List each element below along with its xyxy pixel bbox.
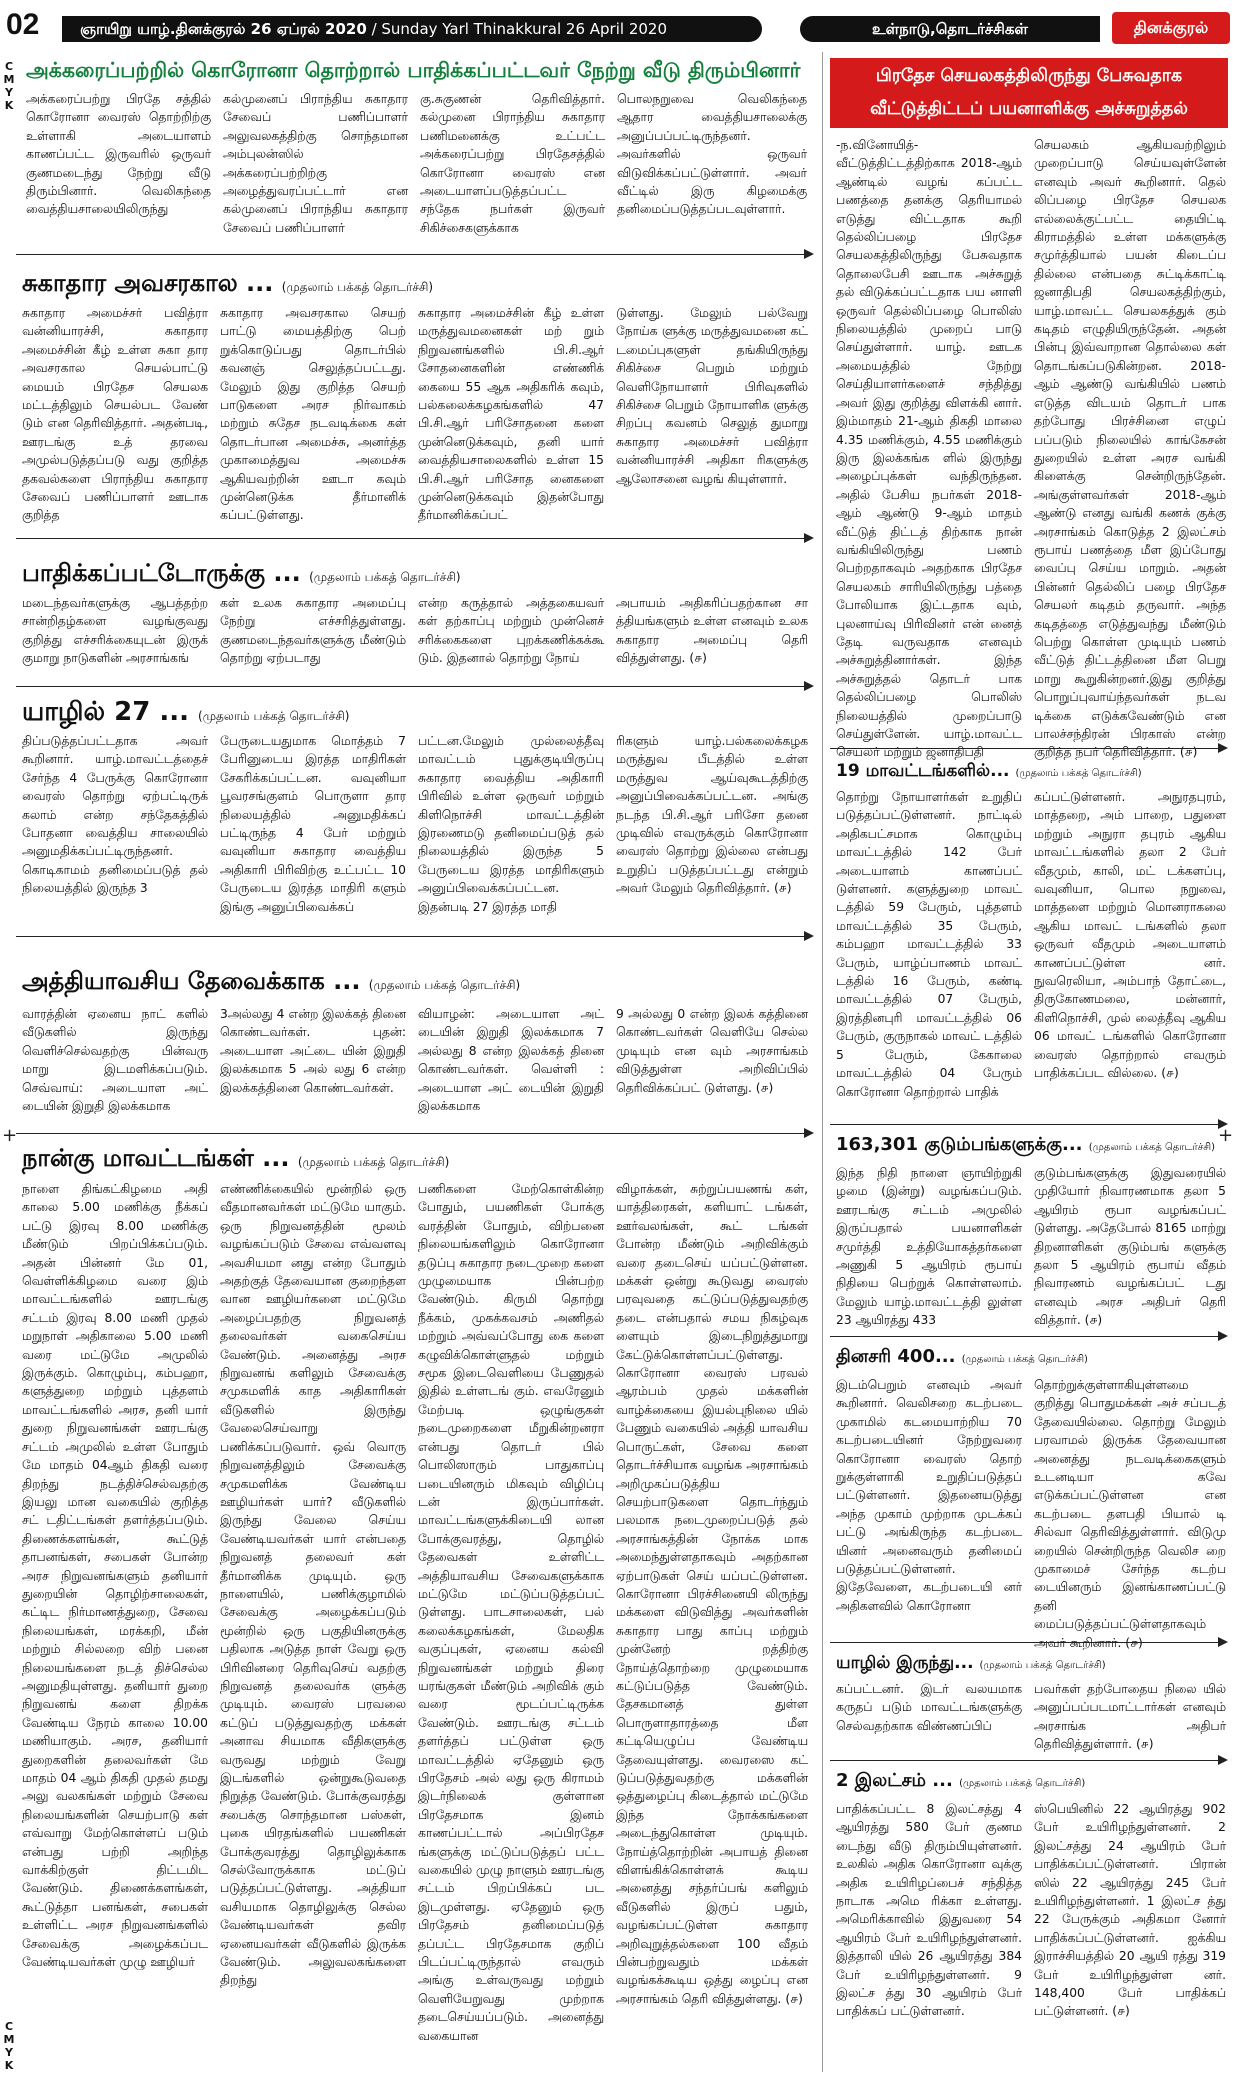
article-a6-col4: விழாக்கள், சுற்றுப்பயணங் கள், யாத்திரைகள், களியாட் டங்கள், ஊர்வலங்கள், கூட் டங்கள் போன்ற மீண்டும் அறிவிக்கும் வரை தடைசெய் யப்பட்டுள்ளன. மக்கள் ஒன்று கூடுவது வைரஸ் பரவுவதை கட்டுப்படுத்துவதற்கு தடை என்பதால் சமய நிகழ்வுக ளையும் இடைநிறுத்துமாறு கேட்டுக்கொள்ளப்பட்டுள்ளது. கொரோனா வைரஸ் பரவல் ஆரம்பம் முதல் மக்களின் வாழ்க்கையை இயல்புநிலை யில் பேணும் வகையில் அத்தி யாவசிய பொருட்கள், சேவை களை தொடர்ச்சியாக வழங்க அரசாங்கம் அறிமுகப்படுத்திய செயற்பாடுகளை தொடர்ந்தும் பலமாக நடைமுறைப்படுத் தல் அரசாங்கத்தின் நோக்க மாக அமைந்துள்ளதாகவும் அதற்கான ஏற்பாடுகள் செய் யப்பட்டுள்ளன. கொரோனா பிரச்சினையி லிருந்து மக்களை விடுவித்து அவர்களின் சுகாதார பாது காப்பு மற்றும் முன்னேற் றத்திற்கு நோய்த்தொற்றை முழுமையாக கட்டுப்படுத்த வேண்டும். தேசகமானத் துள்ள பொருளாதாரத்தை மீள கட்டியெழுப்ப வேண்டிய தேவையுள்ளது. வைரஸை கட் டுப்படுத்துவதற்கு மக்களின் ஒத்துழைப்பு கிடைத்தால் மட்டுமே இந்த நோக்கங்களை அடைந்துகொள்ள முடியும். நோய்த்தொற்றின் அபாயத் தினை விளங்கிக்கொள்ளக் கூடிய அனைத்து சந்தர்ப்பங் களிலும் வீடுகளில் இருப் பதும், வழங்கப்பட்டுள்ள சுகாதார அறிவுறுத்தல்களை 100 வீதம் பின்பற்றுவதும் மக்கள் வழங்கக்கூடிய ஒத்து ழைப்பு என அரசாங்கம் தெரி வித்துள்ளது. (௪)	[616, 1182, 808, 2006]
headline-a2-title: சுகாதார அவசரகால ...	[22, 269, 274, 297]
divider-arrow	[830, 1124, 1226, 1125]
article-a1-col1: அக்கரைப்பற்று பிரதே சத்தில் கொரோனா வைரஸ் தொற்றிற்கு உள்ளாகி அடையாளம் காணப்பட்ட இருவரில் ஒருவர் குணமடைந்து நேற்று வீடு திரும்பினார். வெலிகந்தை வைத்தியசாலையிலிருந்து	[26, 92, 211, 217]
article-a3-col2: கள் உலக சுகாதார அமைப்பு நேற்று எச்சரித்துள்ளது. குணமடைந்தவர்களுக்கு மீண்டும் தொற்று ஏற்படாது	[220, 596, 406, 666]
date-english: / Sunday Yarl Thinakkural 26 April 2020	[371, 20, 667, 38]
date-tamil: ஞாயிறு யாழ்.தினக்குரல் 26 ஏப்ரல் 2020	[80, 20, 367, 38]
headline-a4-title: யாழில் 27 ...	[22, 697, 189, 727]
divider-arrow	[830, 1642, 1226, 1643]
continuation-note: (முதலாம் பக்கத் தொடர்ச்சி)	[979, 1660, 1106, 1671]
date-bar	[62, 16, 762, 42]
newspaper-logo: தினக்குரல்	[1112, 12, 1230, 44]
continuation-note: (முதலாம் பக்கத் தொடர்ச்சி)	[281, 280, 434, 294]
headline-a2	[22, 268, 812, 302]
article-r6-col1: பாதிக்கப்பட்ட 8 இலட்சத்து 4 ஆயிரத்து 580 பேர் குணம டைந்து வீடு திரும்பியுள்ளனர். உலகில் அதிக கொரோனா வுக்கு அதிக உயிரிழப்பைச் சந்தித்த நாடாக அமெ ரிக்கா உள்ளது. அமெரிக்காவில் இதுவரை 54 ஆயிரம் பேர் உயிரிழந்துள்ளனர். இத்தாலி யில் 26 ஆயிரத்து 384 பேர் உயிரிழந்துள்ளனர். 9 இலட்ச த்து 30 ஆயிரம் பேர் பாதிக்கப் பட்டுள்ளனர்.	[836, 1802, 1022, 2019]
headline-a3-title: பாதிக்கப்பட்டோருக்கு ...	[22, 559, 301, 587]
article-a1-col4: பொலநறுவை வெலிகந்தை ஆதார வைத்தியசாலைக்கு அனுப்பப்பட்டிருந்தனர். அவர்களில் ஒருவர் விடுவிக்கப்பட்டுள்ளார். அவர் வீட்டில் இரு கிழமைக்கு தனிமைப்படுத்தப்படவுள்ளார்.	[617, 92, 807, 217]
article-a5-col1: வாரத்தின் ஏனைய நாட் களில் வீடுகளில் இருந்து வெளிச்செல்வதற்கு பின்வரு மாறு இடமளிக்கப்படும். செவ்வாய்: அடையாள அட் டையின் இறுதி இலக்கமாக	[22, 1007, 208, 1114]
headline-r6	[836, 1768, 1226, 1797]
divider-arrow	[830, 748, 1226, 749]
headline-r5	[836, 1650, 1226, 1679]
headline-r5-title: யாழில் இருந்து...	[836, 1653, 974, 1673]
continuation-note: (முதலாம் பக்கத் தொடர்ச்சி)	[1015, 768, 1142, 779]
article-a1-col3: கு.சுகுணன் தெரிவித்தார். கல்முனை பிராந்திய சுகாதார பணிமனைக்கு உட்பட்ட அக்கரைப்பற்று பிரதேசத்தில் கொரோனா வைரஸ் என அடையாளப்படுத்தப்பட்ட சந்தேக நபர்கள் இருவர் சிகிச்சைகளுக்காக	[420, 92, 605, 235]
continuation-note: (முதலாம் பக்கத் தொடர்ச்சி)	[368, 978, 521, 992]
article-a3-col4: அபாயம் அதிகரிப்பதற்கான சா த்தியங்களும் உள்ள எனவும் உலக சுகாதார அமைப்பு தெரி வித்துள்ளது. (௪)	[616, 596, 808, 666]
article-a2-col2: சுகாதார அவசரகால செயற் பாட்டு மையத்திற்கு பெற் றுக்கொடுப்பது தொடர்பில் கவனஞ் செலுத்தப்பட்டது. மேலும் இது குறித்த செயற் பாடுகளை அரச நிர்வாகம் மற்றும் சுதேச நடவடிக்கை கள் தொடர்பான அமைச்சு, அனர்த்த முகாமைத்துவ அமைச்சு ஆகியவற்றின் ஊடா கவும் முன்னெடுக்க தீர்மானிக் கப்பட்டுள்ளது.	[220, 306, 406, 523]
registration-cross-icon: +	[2, 1125, 18, 1146]
column-divider	[822, 52, 823, 2072]
article-r1-col2: செயலகம் ஆகியவற்றிலும் முறைப்பாடு செய்யவுள்ளேன் எனவும் அவர் கூறினார். தெல் லிப்பழை பிரதேச செயலக எல்லைக்குட்பட்ட தையிட்டி கிராமத்தில் உள்ள மக்களுக்கு சமுர்த்தியால் பயன் கிடைப்ப தில்லை என்பதை சுட்டிக்காட்டி ஜனாதிபதி செயலகத்திற்கும், யாழ்.மாவட்ட செயலகத்துக் கும் கடிதம் எழுதியிருந்தேன். அதன் பின்பு இவ்வாறான தொல்லை கள் தொடங்கப்படுகின்றன. 2018-ஆம் ஆண்டு வங்கியில் பணம் எடுத்த விடயம் தொடர் பாக தற்போது பிரச்சினை எழுப் பப்படும் நிலையில் காங்கேசன் துறையில் உள்ள அரச வங்கி கிளைக்கு சென்றிருந்தேன். அங்குள்ளவர்கள் 2018-ஆம் ஆண்டு எனது வங்கி கணக் குக்கு அரசாங்கம் கொடுத்த 2 இலட்சம் ரூபாய் பணத்தை மீள இப்போது வைப்பு செய்ய மாறும். அதன் பின்னர் தெல்லிப் பழை பிரதேச செயலர் கடிதம் தருவார். அந்த கடிதத்தை எடுத்துவந்து மீண்டும் பெற்று கொள்ள முடியும் பணம் வீட்டுத் திட்டத்தினை மீள பெறு மாறு கூறுகின்றனர்.இது குறித்து பொறுப்புவாய்ந்தவர்கள் நடவ டிக்கை எடுக்கவேண்டும் என பாலச்சந்திரன் பிரகாஸ் என்ற குறித்த நபர் தெரிவித்தார். (௪)	[1034, 138, 1226, 760]
article-a2-col3: சுகாதார அமைச்சின் கீழ் உள்ள மருத்துவமனைகள் மற் றும் நிறுவனங்களில் பி.சி.ஆர் சோதனைகளின் எண்ணிக் கையை 55 ஆக அதிகரிக் கவும், பல்கலைக்கழகங்களில் 47 பி.சி.ஆர் பரிசோதனை களை முன்னெடுக்கவும், தனி யார் வைத்தியசாலைகளில் உள்ள 15 பி.சி.ஆர் பரிசோத னைகளை முன்னெடுக்கவும் இதன்போது தீர்மானிக்கப்பட்	[418, 306, 604, 523]
headline-a1: அக்கரைப்பற்றில் கொரோனா தொற்றால் பாதிக்கப்பட்டவர் நேற்று வீடு திரும்பினார்	[26, 58, 801, 82]
article-a4-col4: ரிகளும் யாழ்.பல்கலைக்கழக மருத்துவ பீடத்தில் உள்ள மருத்துவ ஆய்வுகூடத்திற்கு அனுப்பிவைக்கப்பட்டன. அங்கு நடந்த பி.சி.ஆர் பரிசோ தனை முடிவில் எவருக்கும் கொரோனா வைரஸ் தொற்று இல்லை என்பது உறுதிப் படுத்தப்பட்டது என்றும் அவர் மேலும் தெரிவித்தார். (௪)	[616, 734, 808, 896]
article-a5-col2: 3அல்லது 4 என்ற இலக்கத் தினை கொண்டவர்கள். புதன்: அடையாள அட்டை யின் இறுதி இலக்கமாக 5 அல் லது 6 என்ற இலக்கத்தினை கொண்டவர்கள்.	[220, 1007, 406, 1095]
article-a4-col2: பேருடையதுமாக மொத்தம் 7 பேரினுடைய இரத்த மாதிரிகள் சேகரிக்கப்பட்டன. வவுனியா பூவரசங்குளம் பொருளா தார நிலையத்தில் அனுமதிக்கப் பட்டிருந்த 4 பேர் மற்றும் வவுனியா சுகாதார வைத்திய அதிகாரி பிரிவிற்கு உட்பட்ட 10 பேருடைய இரத்த மாதிரி களும் இங்கு அனுப்பிவைக்கப்	[220, 734, 406, 914]
article-a4-col1: திப்படுத்தப்பட்டதாக அவர் கூறினார். யாழ்.மாவட்டத்தைச் சேர்ந்த 4 பேருக்கு கொரோனா வைரஸ் தொற்று ஏற்பட்டிருக் கலாம் என்ற சந்தேகத்தில் போதனா வைத்திய சாலையில் அனுமதிக்கப்பட்டிருந்தனர். கொடிகாமம் தனிமைப்படுத் தல் நிலையத்தில் இருந்த 3	[22, 734, 208, 896]
headline-r6-title: 2 இலட்சம் ...	[836, 1770, 953, 1791]
article-r4-col2: தொற்றுக்குள்ளாகியுள்ளமை குறித்து பொதுமக்கள் அச் சப்படத் தேவையில்லை. தொற்று மேலும் பரவாமல் இருக்க தேவையான அனைத்து நடவடிக்கைகளும் உடனடியா கவே எடுக்கப்பட்டுள்ளன என கடற்படை தளபதி பியால் டி சில்வா தெரிவித்துள்ளார். விடுமு றையில் சென்றிருந்த வெலிச றை முகாமைச் சேர்ந்த கடற்ப டையினரும் இனங்காணப்பட்டு தனி மைப்படுத்தப்பட்டுள்ளதாகவும் அவர் கூறினார். (௪)	[1034, 1378, 1226, 1650]
headline-r4	[836, 1344, 1226, 1373]
article-r5-col2: பவர்கள் தற்போதைய நிலை யில் அனுப்பப்படமாட்டார்கள் எனவும் அரசாங்க அதிபர் தெரிவித்துள்ளார். (௪)	[1034, 1682, 1226, 1752]
article-a2-col4: டுள்ளது. மேலும் பல்வேறு நோய்க ளுக்கு மருத்துவமனை கட் டமைப்புகளுள் தங்கியிருந்து சிகிச்சை பெறும் மற்றும் வெளிநோயாளர் பிரிவுகளில் சிகிச்சை பெறும் நோயாளிக ளுக்கு சிறப்பு கவனம் செலுத் துமாறு சுகாதார அமைச்சர் பவித்ரா வன்னியாரச்சி அதிகா ரிகளுக்கு ஆலோசனை வழங் கியுள்ளார்.	[616, 306, 808, 486]
headline-a5-title: அத்தியாவசிய தேவைக்காக ...	[22, 967, 361, 995]
article-r2-col1: தொற்று நோயாளர்கள் உறுதிப் படுத்தப்பட்டுள்ளனர். நாட்டில் அதிகபட்சமாக கொழும்பு மாவட்டத்தில் 142 பேர் அடையாளம் காணப்பட் டுள்ளனர். களுத்துறை மாவட் டத்தில் 59 பேரும், புத்தளம் மாவட்டத்தில் 35 பேரும், கம்பஹா மாவட்டத்தில் 33 பேரும், யாழ்ப்பாணம் மாவட் டத்தில் 16 பேரும், கண்டி மாவட்டத்தில் 07 பேரும், இரத்தினபுரி மாவட்டத்தில் 06 பேரும், குருநாகல் மாவட் டத்தில் 5 பேரும், கேகாலை மாவட்டத்தில் 04 பேரும் கொரோனா தொற்றால் பாதிக்	[836, 790, 1022, 1099]
article-a6-col2: எண்ணிக்கையில் மூன்றில் ஒரு வீதமானவர்கள் மட்டுமே யாகும். ஒரு நிறுவனத்தின் மூலம் வழங்கப்படும் சேவை எவ்வளவு அவசியமா னது என்ற போதும் அதற்குத் தேவையான குறைந்தள வான ஊழியர்களை மட்டுமே அழைப்பதற்கு நிறுவனத் தலைவர்கள் வகைசெய்ய வேண்டும். அனைத்து அரச நிறுவனங் களிலும் சேவைக்கு சமுகமளிக் காத அதிகாரிகள் வீடுகளில் இருந்து வேலைசெய்வாறு பணிக்கப்படுவார். ஒவ் வொரு நிறுவனத்திலும் சேவைக்கு சமுகமளிக்க வேண்டிய ஊழியர்கள் யார்? வீடுகளில் இருந்து வேலை செய்ய வேண்டியவர்கள் யார் என்பதை நிறுவனத் தலைவர் கள் தீர்மானிக்க முடியும். ஒரு நாளையில், பணிக்குழாமில் சேவைக்கு அழைக்கப்படும் மூன்றில் ஒரு பகுதியினருக்கு பதிலாக அடுத்த நாள் வேறு ஒரு பிரிவினரை தெரிவுசெய் வதற்கு நிறுவனத் தலைவர்க ளுக்கு முடியும். வைரஸ் பரவலை கட்டுப் படுத்துவதற்கு மக்கள் அனாவ சியமாக வீதிகளுக்கு வருவது மற்றும் வேறு இடங்களில் ஒன்றுகூடுவதை நிறுத்த வேண்டும். போக்குவரத்து சபைக்கு சொந்தமான பஸ்கள், புகை யிரதங்களில் பயணிகள் போக்குவரத்து தொழிலுக்காக செல்வோருக்காக மட்டுப் படுத்தப்பட்டுள்ளது. அத்தியா வசியமாக தொழிலுக்கு செல்ல வேண்டியவர்கள் தவிர ஏனையவர்கள் வீடுகளில் இருக்க வேண்டும். அலுவலகங்களை திறந்து	[220, 1182, 406, 1988]
headline-r3-title: 163,301 குடும்பங்களுக்கு...	[836, 1134, 1083, 1155]
article-a3-col3: என்ற கருத்தால் அத்தகையவர் கள் தற்காப்பு மற்றும் முன்னெச் சரிக்கைகளை புறக்கணிக்கக்கூ டும். இதனால் தொற்று நோய்	[418, 596, 604, 666]
article-a5-col3: வியாழன்: அடையாள அட் டையின் இறுதி இலக்கமாக 7 அல்லது 8 என்ற இலக்கத் தினை கொண்டவர்கள். வெள்ளி : அடையாள அட் டையின் இறுதி இலக்கமாக	[418, 1007, 604, 1114]
headline-r2-title: 19 மாவட்டங்களில்...	[836, 761, 1010, 781]
divider-arrow	[16, 538, 812, 539]
headline-r1: பிரதேச செயலகத்திலிருந்து பேசுவதாக வீட்டுத்திட்டப் பயனாளிக்கு அச்சுறுத்தல்	[830, 58, 1228, 128]
headline-a3	[22, 558, 812, 592]
article-a4-col3: பட்டன.மேலும் முல்லைத்தீவு மாவட்டம் புதுக்குடியிருப்பு சுகாதார வைத்திய அதிகாரி பிரிவில் உள்ள ஒருவர் மற்றும் கிளிநொச்சி மாவட்டத்தின் இரணைமடு தனிமைப்படுத் தல் நிலையத்தில் இருந்த 5 பேருடைய இரத்த மாதிரிகளும் அனுப்பிவைக்கப்பட்டன. இதன்படி 27 இரத்த மாதி	[418, 734, 604, 914]
continuation-note: (முதலாம் பக்கத் தொடர்ச்சி)	[959, 1778, 1086, 1789]
continuation-note: (முதலாம் பக்கத் தொடர்ச்சி)	[1088, 1142, 1215, 1153]
headline-r3	[836, 1132, 1226, 1161]
page-number: 02	[6, 8, 40, 41]
continuation-note: (முதலாம் பக்கத் தொடர்ச்சி)	[309, 570, 461, 584]
cmyk-mark-top: C M Y K	[3, 60, 15, 112]
divider-arrow	[830, 1760, 1226, 1761]
divider-arrow	[16, 936, 812, 937]
cmyk-mark-bottom: C M Y K	[3, 2020, 15, 2072]
divider-arrow	[16, 1133, 812, 1134]
continuation-note: (முதலாம் பக்கத் தொடர்ச்சி)	[297, 1155, 450, 1169]
registration-cross-icon: +	[1218, 1125, 1234, 1146]
article-r2-col2: கப்பட்டுள்ளனர். அநுரதபுரம், மாத்தறை, அம் பாறை, பதுளை மற்றும் அநுரா தபுரம் ஆகிய மாவட்டங்களில் தலா 2 பேர் வீதமும், காலி, மட் டக்களப்பு, வவுனியா, பொல நறுவை, மாத்தளை மற்றும் மொனராகலை ஆகிய மாவட் டங்களில் தலா ஒருவர் வீதமும் அடையாளம் காணப்பட்டுள்ள னர். நுவரெலியா, அம்பாந் தோட்டை, திருகோணமலை, மன்னார், கிளிநொச்சி, முல் லைத்தீவு ஆகிய 06 மாவட் டங்களில் கொரோனா வைரஸ் தொற்றால் எவரும் பாதிக்கப்பட வில்லை. (௪)	[1034, 790, 1226, 1081]
section-title: உள்நாடு,தொடர்ச்சிகள்	[800, 16, 1100, 42]
continuation-note: (முதலாம் பக்கத் தொடர்ச்சி)	[961, 1354, 1088, 1365]
article-a1-col2: கல்முனைப் பிராந்திய சுகாதார சேவைப் பணிப்பாளர் அலுவலகத்திற்கு சொந்தமான அம்புலன்ஸில் அக்கரைப்பற்றிற்கு அழைத்துவரப்பட்டார் என கல்முனைப் பிராந்திய சுகாதார சேவைப் பணிப்பாளர்	[223, 92, 408, 235]
article-r1-col1: -ந.வினோயித்- வீட்டுத்திட்டத்திற்காக 2018-ஆம் ஆண்டில் வழங் கப்பட்ட பணத்தை தனக்கு தெரியாமல் எடுத்து விட்டதாக கூறி தெல்லிப்பழை பிரதேச செயலகத்திலிருந்து பேசுவதாக தொலைபேசி ஊடாக அச்சுறுத் தல் விடுக்கப்பட்டதாக பய னாளி ஒருவர் தெல்லிப்பழை பொலிஸ் நிலையத்தில் முறைப் பாடு செய்துள்ளார். யாழ். ஊடக அமையத்தில் நேற்று செய்தியாளர்களைச் சந்தித்து அவர் இது குறித்து விளக்கி னார். இம்மாதம் 21-ஆம் திகதி மாலை 4.35 மணிக்கும், 4.55 மணிக்கும் இரு இலக்கங்க ளில் இருந்து அழைப்புக்கள் வந்திருந்தன. அதில் பேசிய நபர்கள் 2018-ஆம் ஆண்டு 9-ஆம் மாதம் வீட்டுத் திட்டத் திற்காக நான் வங்கியிலிருந்து பணம் பெற்றதாகவும் அதற்காக பிரதேச செயலகம் சாரியிலிருந்து பத்தை போலியாக இட்டதாக வும், புலனாய்வு பிரிவினர் என் னைத் தேடி வருவதாக எனவும் அச்சுறுத்தினார்கள். இந்த அச்சுறுத்தல் தொடர் பாக தெல்லிப்பழை பொலிஸ் நிலையத்தில் முறைப்பாடு செய்துள்ளேன். யாழ்.மாவட்ட செயலர் மற்றும் ஜனாதிபதி	[836, 138, 1022, 760]
headline-a6-title: நான்கு மாவட்டங்கள் ...	[22, 1144, 290, 1172]
divider-arrow	[830, 1336, 1226, 1337]
article-r6-col2: ஸ்பெயினில் 22 ஆயிரத்து 902 பேர் உயிரிழந்துள்ளனர். 2 இலட்சத்து 24 ஆயிரம் பேர் பாதிக்கப்பட்டுள்ளனர். பிரான் ஸில் 22 ஆயிரத்து 245 பேர் உயிரிழந்துள்ளனர். 1 இலட்ச த்து 22 பேருக்கும் அதிகமா னோர் பாதிக்கப்பட்டுள்ளனர். ஐக்கிய இராச்சியத்தில் 20 ஆயி ரத்து 319 பேர் உயிரிழந்துள்ள னர். 148,400 பேர் பாதிக்கப் பட்டுள்ளனர். (௪)	[1034, 1802, 1226, 2019]
article-r3-col2: குடும்பங்களுக்கு இதுவரையில் முதியோர் நிவாரணமாக தலா 5 ஆயிரம் ரூபா வழங்கப்பட் டுள்ளது. அதேபோல் 8165 மாற்று திறனாளிகள் குடும்பங் களுக்கு தலா 5 ஆயிரம் ரூபாய் வீதம் நிவாரணம் வழங்கப்பட் டது எனவும் அரச அதிபர் தெரி வித்தார். (௪)	[1034, 1166, 1226, 1328]
article-a5-col4: 9 அல்லது 0 என்ற இலக் கத்தினை கொண்டவர்கள் வெளியே செல்ல முடியும் என வும் அரசாங்கம் விடுத்துள்ள அறிவிப்பில் தெரிவிக்கப்பட் டுள்ளது. (௪)	[616, 1007, 808, 1095]
divider-arrow	[16, 254, 812, 255]
article-a3-col1: மடைந்தவர்களுக்கு ஆபத்தற்ற சான்றிதழ்களை வழங்குவது குறித்து எச்சரிக்கையுடன் இருக் குமாறு நாடுகளின் அரசாங்கங்	[22, 596, 208, 666]
article-r3-col1: இந்த நிதி நாளை ஞாயிற்றுகி ழமை (இன்று) வழங்கப்படும். ஊரடங்கு சட்டம் அமுலில் இருப்பதால் பயனாளிகள் சமுர்த்தி உத்தியோகத்தர்களை அணுகி 5 ஆயிரம் ரூபாய் நிதியை பெற்றுக் கொள்ளலாம். மேலும் யாழ்.மாவட்டத்தி லுள்ள 23 ஆயிரத்து 433	[836, 1166, 1022, 1328]
article-a6-col1: நாளை திங்கட்கிழமை அதி காலை 5.00 மணிக்கு நீக்கப் பட்டு இரவு 8.00 மணிக்கு மீண்டும் பிறப்பிக்கப்படும். அதன் பின்னர் மே 01, வெள்ளிக்கிழமை வரை இம் மாவட்டங்களில் ஊரடங்கு சட்டம் இரவு 8.00 மணி முதல் மறுநாள் அதிகாலை 5.00 மணி வரை மட்டுமே அமுலில் இருக்கும். கொழும்பு, கம்பஹா, களுத்துறை மற்றும் புத்தளம் மாவட்டங்களில் அரச, தனி யார் துறை நிறுவனங்கள் ஊரடங்கு சட்டம் அமுலில் உள்ள போதும் மே மாதம் 04ஆம் திகதி வரை திறந்து நடத்திச்செல்வதற்கு இயலு மான வகையில் குறித்த சட் டதிட்டங்கள் தளர்த்தப்படும். திணைக்களங்கள், கூட்டுத் தாபனங்கள், சபைகள் போன்ற அரச நிறுவனங்களும் தனியார் துறையின் தொழிற்சாலைகள், கட்டிட நிர்மாணத்துறை, சேவை நிலையங்கள், மரக்கறி, மீன் மற்றும் சில்லறை விற் பனை நிலையங்களை நடத் திச்செல்ல அனுமதியுள்ளது. தனியார் துறை நிறுவனங் களை திறக்க வேண்டிய நேரம் காலை 10.00 மணியாகும். அரச, தனியார் துறைகளின் தலைவர்கள் மே மாதம் 04 ஆம் திகதி முதல் தமது அலு வலகங்கள் மற்றும் சேவை நிலையங்களின் செயற்பாடு கள் எவ்வாறு மேற்கொள்ளப் படும் என்பது பற்றி அறிந்த வாக்கிற்குள் திட்டமிட வேண்டும். திணைக்களங்கள், கூட்டுத்தா பனங்கள், சபைகள் உள்ளிட்ட அரச நிறுவனங்களில் சேவைக்கு அழைக்கப்பட வேண்டியவர்கள் முழு ஊழியர்	[22, 1182, 208, 1970]
continuation-note: (முதலாம் பக்கத் தொடர்ச்சி)	[198, 709, 350, 723]
article-a6-col3: பணிகளை மேற்கொள்கின்ற போதும், பயணிகள் போக்கு வரத்தின் போதும், விற்பனை நிலையங்களிலும் கொரோனா தடுப்பு சுகாதார நடைமுறை களை முழுமையாக பின்பற்ற வேண்டும். கிருமி தொற்று நீக்கம், முகக்கவசம் அணிதல் மற்றும் அவ்வப்போது கை களை கழுவிக்கொள்ளுதல் மற்றும் சமூக இடைவெளியை பேணுதல் இதில் உள்ளடங் கும். எவரேனும் மேற்படி ஒழுங்குகள் நடைமுறைகளை மீறுகின்றனரா என்பது தொடர் பில் பொலிஸாரும் பாதுகாப்பு படையினரும் மிகவும் விழிப்பு டன் இருப்பார்கள். மாவட்டங்களுக்கிடையி லான போக்குவரத்து, தொழில் தேவைகள் உள்ளிட்ட அத்தியாவசிய சேவைகளுக்காக மட்டுமே மட்டுப்படுத்தப்பட் டுள்ளது. பாடசாலைகள், பல் கலைக்கழகங்கள், மேலதிக வகுப்புகள், ஏனைய கல்வி நிறுவனங்கள் மற்றும் திரை யரங்குகள் மீண்டும் அறிவிக் கும் வரை மூடப்பட்டிருக்க வேண்டும். ஊரடங்கு சட்டம் தளர்த்தப் பட்டுள்ள ஒரு மாவட்டத்தில் ஏதேனும் ஒரு பிரதேசம் அல் லது ஒரு கிராமம் இடர்நிலைக் குள்ளான பிரதேசமாக இனம் காணப்பட்டால் அப்பிரதேச ங்களுக்கு மட்டுப்படுத்தப் பட்ட வகையில் முழு நாளும் ஊரடங்கு சட்டம் பிறப்பிக்கப் பட இடமுள்ளது. ஏதேனும் ஒரு பிரதேசம் தனிமைப்படுத் தப்பட்ட பிரதேசமாக குறிப் பிடப்பட்டிருந்தால் எவரும் அங்கு உள்வருவது மற்றும் வெளியேறுவது முற்றாக தடைசெய்யப்படும். அனைத்து வகையான	[418, 1182, 604, 2043]
headline-a5	[22, 966, 812, 1000]
headline-r2	[836, 758, 1226, 787]
divider-arrow	[16, 686, 812, 687]
article-r5-col1: கப்பட்டனர். இடர் வலயமாக கருதப் படும் மாவட்டங்களுக்கு செல்வதற்காக விண்ணப்பிப்	[836, 1682, 1022, 1733]
headline-a4	[22, 696, 812, 732]
article-r4-col1: இடம்பெறும் எனவும் அவர் கூறினார். வெலிசறை கடற்படை முகாமில் கடமையாற்றிய 70 கடற்படையினர் நேற்றுவரை கொரோனா வைரஸ் தொற் றுக்குள்ளாகி உறுதிப்படுத்தப் பட்டுள்ளனர். இதனையடுத்து அந்த முகாம் முற்றாக முடக்கப் பட்டு அங்கிருந்த கடற்படை யினர் அனைவரும் தனிமைப் படுத்தப்பட்டுள்ளனர். இதேவேளை, கடற்படையி னர் அதிகளவில் கொரோனா	[836, 1378, 1022, 1613]
headline-r4-title: தினசரி 400...	[836, 1346, 956, 1367]
page-header	[0, 0, 1236, 46]
article-a2-col1: சுகாதார அமைச்சர் பவித்ரா வன்னியாரச்சி, சுகாதார அமைச்சின் கீழ் உள்ள சுகா தார அவசரகால செயல்பாட்டு மையம் பிரதேச செயலக மட்டத்திலும் செயல்பட வேண் டும் என தெரிவித்தார். அதன்படி, ஊரடங்கு உத் தரவை அமுல்படுத்தப்படு வது குறித்த தகவல்களை பிராந்திய சுகாதார சேவைப் பணிப்பாளர் ஊடாக குறித்த	[22, 306, 208, 523]
headline-a6	[22, 1143, 812, 1177]
